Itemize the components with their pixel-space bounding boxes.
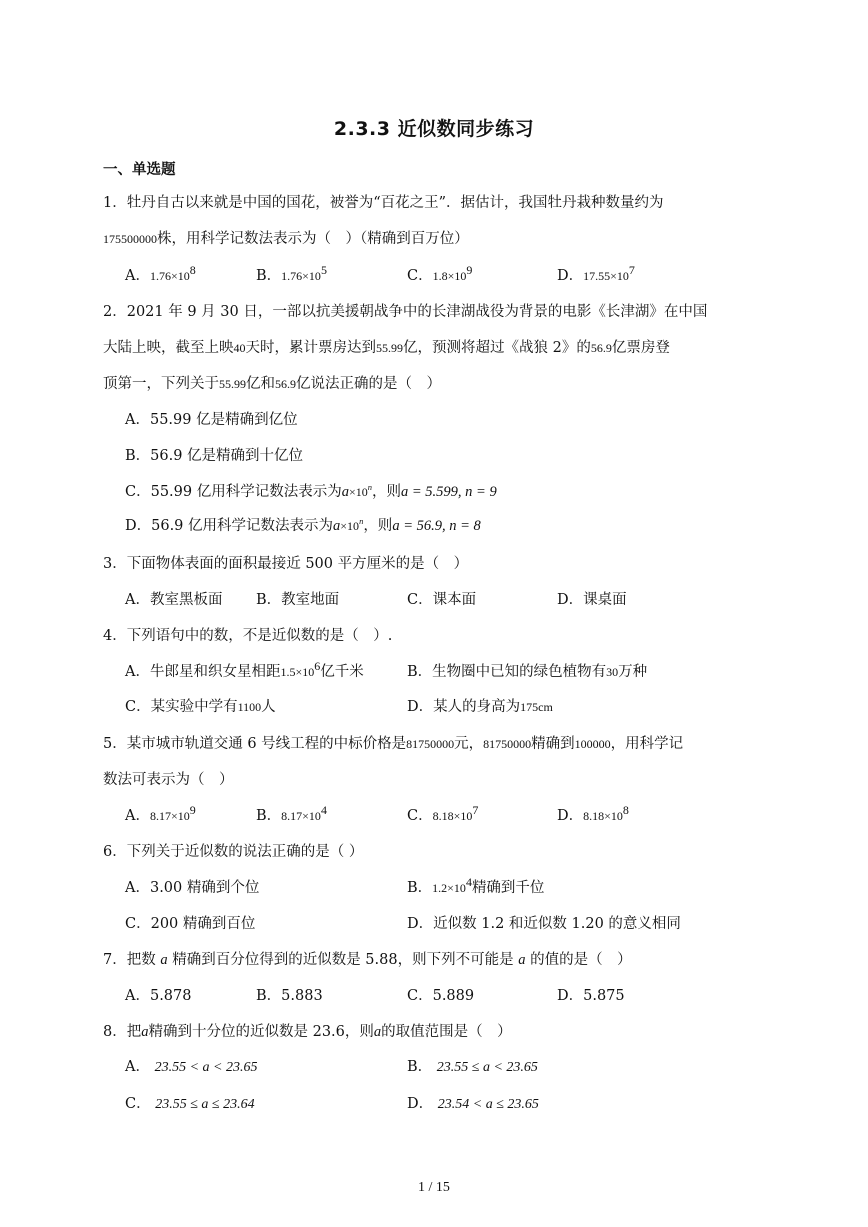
page-title: 2.3.3 近似数同步练习	[333, 118, 535, 140]
q5-option-c[interactable]: C．$8.18\times 10^7$	[407, 803, 479, 824]
q3-option-a[interactable]: A．教室黑板面	[125, 592, 223, 608]
section-heading: 一、单选题	[103, 162, 176, 178]
q5-option-b[interactable]: B．$8.17\times 10^4$	[256, 803, 327, 824]
q2-stem-line1: 2．2021 年 9 月 30 日，一部以抗美援朝战争中的长津湖战役为背景的电影《长津湖》在中国	[103, 304, 708, 320]
q7-option-b[interactable]: B．5.883	[256, 988, 323, 1004]
q3-option-d[interactable]: D．课桌面	[557, 592, 627, 608]
q8-option-c[interactable]: C． 23.55 ≤ a ≤ 23.64	[125, 1096, 255, 1112]
q1-option-a[interactable]: A．$1.76\times 10^8$	[125, 263, 196, 284]
q2-stem-line2: 大陆上映，截至上映40天时，累计票房达到55.99亿，预测将超过《战狼 2》的56.9亿票房登	[103, 340, 670, 356]
q6-option-c[interactable]: C．200 精确到百位	[125, 916, 256, 932]
q7-option-c[interactable]: C．5.889	[407, 988, 475, 1004]
q8-option-a[interactable]: A． 23.55 < a < 23.65	[125, 1059, 258, 1075]
q2-option-b[interactable]: B．56.9 亿是精确到十亿位	[125, 448, 304, 464]
q4-option-b[interactable]: B．生物圈中已知的绿色植物有30万种	[407, 664, 648, 680]
q7-option-a[interactable]: A．5.878	[125, 988, 192, 1004]
q2-option-d[interactable]: D．56.9 亿用科学记数法表示为$a\times 10^n$，则a = 56.9, n = 8	[125, 516, 481, 534]
q4-option-c[interactable]: C．某实验中学有1100人	[125, 699, 276, 715]
q6-option-d[interactable]: D．近似数 1.2 和近似数 1.20 的意义相同	[407, 916, 681, 932]
q1-option-b[interactable]: B．$1.76\times 10^5$	[256, 263, 327, 284]
q1-option-c[interactable]: C．$1.8\times 10^9$	[407, 263, 473, 284]
q4-stem: 4．下列语句中的数，不是近似数的是（ ）.	[103, 628, 393, 644]
q7-option-d[interactable]: D．5.875	[557, 988, 625, 1004]
q5-option-d[interactable]: D．$8.18\times 10^8$	[557, 803, 629, 824]
q1-option-d[interactable]: D．$17.55\times 10^7$	[557, 263, 635, 284]
q1-stem-tail: 株，用科学记数法表示为（ ）（精确到百万位）	[157, 231, 469, 247]
q3-option-b[interactable]: B．教室地面	[256, 592, 340, 608]
q4-option-d[interactable]: D．某人的身高为175cm	[407, 699, 553, 715]
q8-option-d[interactable]: D． 23.54 < a ≤ 23.65	[407, 1096, 539, 1112]
q5-option-a[interactable]: A．$8.17\times 10^9$	[125, 803, 196, 824]
q2-option-c[interactable]: C．55.99 亿用科学记数法表示为$a\times 10^n$，则a = 5.599, n = 9	[125, 482, 497, 500]
q1-number: 175500000	[103, 232, 157, 246]
q1-stem-line1: 1．牡丹自古以来就是中国的国花，被誉为“百花之王”．据估计，我国牡丹栽种数量约为	[103, 195, 664, 211]
q6-option-a[interactable]: A．3.00 精确到个位	[125, 880, 260, 896]
q6-option-b[interactable]: B．$1.2\times 10^4$精确到千位	[407, 875, 545, 896]
q2-stem-line3: 顶第一，下列关于55.99亿和56.9亿说法正确的是（ ）	[103, 376, 441, 392]
q8-stem: 8．把a精确到十分位的近似数是 23.6，则a的取值范围是（ ）	[103, 1024, 512, 1040]
q4-option-a[interactable]: A．牛郎星和织女星相距$1.5\times 10^6$亿千米	[125, 659, 364, 680]
q3-option-c[interactable]: C．课本面	[407, 592, 477, 608]
page-number: 1 / 15	[418, 1180, 450, 1195]
q5-stem-line1: 5．某市城市轨道交通 6 号线工程的中标价格是81750000元，81750000精确到100000，用科学记	[103, 736, 684, 752]
q6-stem: 6．下列关于近似数的说法正确的是（ ）	[103, 844, 364, 860]
q1-stem-line2	[103, 229, 469, 249]
q5-stem-line2: 数法可表示为（ ）	[103, 772, 234, 788]
q2-option-a[interactable]: A．55.99 亿是精确到亿位	[125, 412, 298, 428]
q8-option-b[interactable]: B． 23.55 ≤ a < 23.65	[407, 1059, 538, 1075]
q3-stem: 3．下面物体表面的面积最接近 500 平方厘米的是（ ）	[103, 556, 469, 572]
q7-stem: 7．把数 a 精确到百分位得到的近似数是 5.88，则下列不可能是 a 的值的是（ ）	[103, 952, 632, 968]
